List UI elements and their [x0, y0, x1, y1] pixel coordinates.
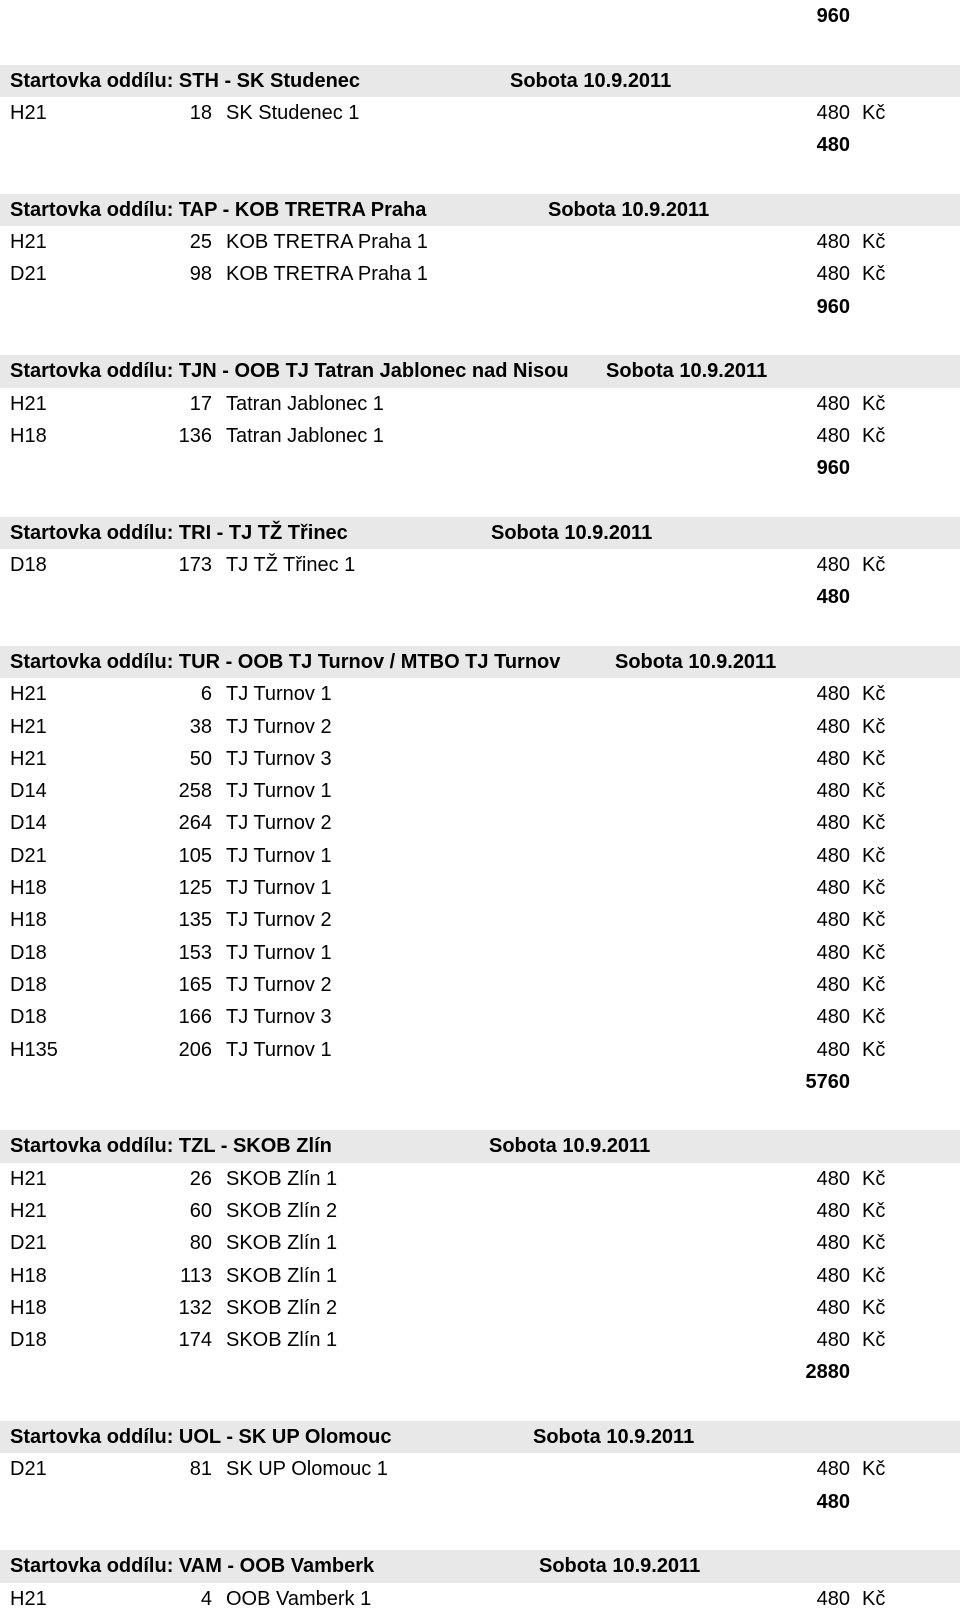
entry-category: D18: [10, 973, 47, 996]
entry-currency: Kč: [862, 554, 886, 577]
entry-team: TJ Turnov 1: [226, 941, 332, 964]
section-title: Startovka oddílu: UOL - SK UP Olomouc: [10, 1426, 392, 1449]
entry-number: 136: [178, 424, 212, 447]
entry-currency: Kč: [862, 877, 886, 900]
entry-category: H18: [10, 1296, 47, 1319]
entry-number: 166: [178, 1006, 212, 1029]
section-total-row: [0, 581, 960, 613]
entry-row: [0, 1453, 960, 1485]
entry-number: 125: [178, 877, 212, 900]
entry-currency: Kč: [862, 231, 886, 254]
entry-number: 165: [178, 973, 212, 996]
entry-number: 17: [189, 392, 212, 415]
entry-number: 174: [178, 1329, 212, 1352]
entry-team: TJ Turnov 1: [226, 683, 332, 706]
entry-number: 81: [189, 1458, 212, 1481]
entry-team: TJ Turnov 2: [226, 909, 332, 932]
section-header: [0, 1421, 960, 1453]
section-total: 480: [816, 134, 850, 157]
section-title: Startovka oddílu: TRI - TJ TŽ Třinec: [10, 521, 348, 544]
entry-category: D21: [10, 1458, 47, 1481]
section-total-row: [0, 1356, 960, 1388]
section-header: [0, 355, 960, 387]
entry-fee: 480: [816, 780, 850, 803]
entry-number: 135: [178, 909, 212, 932]
entry-category: D18: [10, 1006, 47, 1029]
section-total: 480: [816, 586, 850, 609]
entry-category: D21: [10, 1232, 47, 1255]
entry-team: TJ Turnov 1: [226, 1038, 332, 1061]
entry-row: [0, 937, 960, 969]
entry-number: 6: [200, 683, 212, 706]
entry-category: H21: [10, 231, 47, 254]
entry-row: [0, 420, 960, 452]
entry-currency: Kč: [862, 1296, 886, 1319]
entry-team: SKOB Zlín 1: [226, 1264, 338, 1287]
entry-category: H18: [10, 424, 47, 447]
entry-currency: Kč: [862, 973, 886, 996]
entry-category: H21: [10, 1587, 47, 1610]
entry-currency: Kč: [862, 1264, 886, 1287]
section-total-row: [0, 129, 960, 161]
entry-currency: Kč: [862, 1006, 886, 1029]
entry-category: H21: [10, 747, 47, 770]
entry-currency: Kč: [862, 392, 886, 415]
section-title: Startovka oddílu: TAP - KOB TRETRA Praha: [10, 198, 427, 221]
entry-team: TJ Turnov 2: [226, 973, 332, 996]
entry-fee: 480: [816, 1587, 850, 1610]
entry-currency: Kč: [862, 263, 886, 286]
entry-fee: 480: [816, 973, 850, 996]
entry-fee: 480: [816, 231, 850, 254]
section-date: Sobota 10.9.2011: [539, 1555, 701, 1578]
entry-team: TJ Turnov 2: [226, 715, 332, 738]
entry-row: [0, 1034, 960, 1066]
top-total-row: [0, 0, 960, 32]
entry-currency: Kč: [862, 424, 886, 447]
entry-fee: 480: [816, 877, 850, 900]
entry-number: 50: [189, 747, 212, 770]
entry-category: H21: [10, 392, 47, 415]
section-header: [0, 517, 960, 549]
entry-row: [0, 1583, 960, 1615]
entry-currency: Kč: [862, 909, 886, 932]
entry-row: [0, 1163, 960, 1195]
entry-category: H18: [10, 909, 47, 932]
entry-row: [0, 678, 960, 710]
entry-number: 153: [178, 941, 212, 964]
entry-team: TJ Turnov 1: [226, 844, 332, 867]
entry-row: [0, 743, 960, 775]
entry-currency: Kč: [862, 941, 886, 964]
entry-currency: Kč: [862, 780, 886, 803]
entry-row: [0, 1195, 960, 1227]
entry-row: [0, 840, 960, 872]
entry-number: 18: [189, 101, 212, 124]
entry-currency: Kč: [862, 101, 886, 124]
entry-team: TJ Turnov 1: [226, 877, 332, 900]
entry-row: [0, 1227, 960, 1259]
sections-list: [0, 65, 960, 1615]
entry-category: H21: [10, 1199, 47, 1222]
entry-team: TJ Turnov 1: [226, 780, 332, 803]
entry-currency: Kč: [862, 1329, 886, 1352]
entry-row: [0, 1001, 960, 1033]
entry-category: D18: [10, 1329, 47, 1352]
section-header: [0, 646, 960, 678]
section-date: Sobota 10.9.2011: [491, 521, 653, 544]
section-total: 960: [816, 457, 850, 480]
section-total: 480: [816, 1490, 850, 1513]
entry-category: D14: [10, 780, 47, 803]
section-total-row: [0, 1066, 960, 1098]
section-header: [0, 194, 960, 226]
entry-team: Tatran Jablonec 1: [226, 392, 384, 415]
entry-team: KOB TRETRA Praha 1: [226, 263, 428, 286]
entry-fee: 480: [816, 101, 850, 124]
spacer: [0, 323, 960, 355]
entry-fee: 480: [816, 844, 850, 867]
entry-fee: 480: [816, 715, 850, 738]
spacer: [0, 484, 960, 516]
entry-fee: 480: [816, 1038, 850, 1061]
entry-fee: 480: [816, 747, 850, 770]
section-title: Startovka oddílu: STH - SK Studenec: [10, 69, 361, 92]
entry-category: D21: [10, 844, 47, 867]
entry-row: [0, 258, 960, 290]
entry-category: H21: [10, 1167, 47, 1190]
entry-category: H21: [10, 715, 47, 738]
entry-row: [0, 711, 960, 743]
spacer: [0, 161, 960, 193]
entry-number: 264: [178, 812, 212, 835]
entry-row: [0, 226, 960, 258]
entry-currency: Kč: [862, 1458, 886, 1481]
spacer: [0, 32, 960, 64]
entry-fee: 480: [816, 909, 850, 932]
entry-fee: 480: [816, 941, 850, 964]
section-title: Startovka oddílu: TJN - OOB TJ Tatran Jablonec nad Nisou: [10, 360, 569, 383]
entry-fee: 480: [816, 1296, 850, 1319]
entry-row: [0, 807, 960, 839]
entry-fee: 480: [816, 1006, 850, 1029]
entry-category: D14: [10, 812, 47, 835]
entry-currency: Kč: [862, 1038, 886, 1061]
entry-team: Tatran Jablonec 1: [226, 424, 384, 447]
entry-team: TJ Turnov 3: [226, 747, 332, 770]
spacer: [0, 1389, 960, 1421]
entry-number: 26: [189, 1167, 212, 1190]
spacer: [0, 614, 960, 646]
entry-category: H18: [10, 877, 47, 900]
entry-fee: 480: [816, 1232, 850, 1255]
entry-team: SKOB Zlín 1: [226, 1329, 338, 1352]
entry-team: TJ Turnov 3: [226, 1006, 332, 1029]
section-title: Startovka oddílu: TUR - OOB TJ Turnov / MTBO TJ Turnov: [10, 650, 561, 673]
entry-row: [0, 775, 960, 807]
entry-currency: Kč: [862, 1232, 886, 1255]
entry-row: [0, 1260, 960, 1292]
entry-number: 80: [189, 1232, 212, 1255]
entry-category: H135: [10, 1038, 58, 1061]
entry-number: 4: [200, 1587, 212, 1610]
entry-currency: Kč: [862, 683, 886, 706]
entry-currency: Kč: [862, 1587, 886, 1610]
entry-team: SK UP Olomouc 1: [226, 1458, 388, 1481]
entry-currency: Kč: [862, 812, 886, 835]
entry-fee: 480: [816, 812, 850, 835]
entry-number: 113: [180, 1264, 212, 1287]
section-date: Sobota 10.9.2011: [489, 1135, 651, 1158]
entry-team: SKOB Zlín 1: [226, 1232, 338, 1255]
entry-fee: 480: [816, 1458, 850, 1481]
section-total: 960: [816, 295, 850, 318]
entry-fee: 480: [816, 392, 850, 415]
entry-fee: 480: [816, 1167, 850, 1190]
spacer: [0, 1518, 960, 1550]
entry-fee: 480: [816, 554, 850, 577]
section-title: Startovka oddílu: TZL - SKOB Zlín: [10, 1135, 332, 1158]
section-total: 960: [816, 5, 850, 27]
entry-team: TJ Turnov 2: [226, 812, 332, 835]
entry-row: [0, 904, 960, 936]
section-total: 2880: [805, 1361, 850, 1384]
entry-currency: Kč: [862, 1167, 886, 1190]
entry-number: 38: [189, 715, 212, 738]
entry-row: [0, 969, 960, 1001]
section-date: Sobota 10.9.2011: [548, 198, 710, 221]
entry-fee: 480: [816, 1199, 850, 1222]
entry-number: 25: [189, 231, 212, 254]
section-total-row: [0, 452, 960, 484]
entry-fee: 480: [816, 1264, 850, 1287]
entry-category: H21: [10, 683, 47, 706]
section-total-row: [0, 291, 960, 323]
entry-number: 173: [178, 554, 212, 577]
section-header: [0, 65, 960, 97]
section-header: [0, 1550, 960, 1582]
entry-row: [0, 388, 960, 420]
entry-number: 60: [189, 1199, 212, 1222]
section-total-row: [0, 1486, 960, 1518]
entry-fee: 480: [816, 263, 850, 286]
entry-category: H18: [10, 1264, 47, 1287]
section-date: Sobota 10.9.2011: [615, 650, 777, 673]
entry-team: SK Studenec 1: [226, 101, 360, 124]
entry-currency: Kč: [862, 1199, 886, 1222]
entry-team: OOB Vamberk 1: [226, 1587, 372, 1610]
entry-team: TJ TŽ Třinec 1: [226, 554, 356, 577]
entry-number: 98: [189, 263, 212, 286]
entry-currency: Kč: [862, 844, 886, 867]
entry-category: H21: [10, 101, 47, 124]
section-total: 5760: [805, 1070, 850, 1093]
section-date: Sobota 10.9.2011: [606, 360, 768, 383]
section-title: Startovka oddílu: VAM - OOB Vamberk: [10, 1555, 375, 1578]
entry-row: [0, 1324, 960, 1356]
entry-number: 105: [178, 844, 212, 867]
entry-row: [0, 549, 960, 581]
entry-category: D18: [10, 554, 47, 577]
entry-category: D21: [10, 263, 47, 286]
entry-row: [0, 1292, 960, 1324]
entry-team: SKOB Zlín 1: [226, 1167, 338, 1190]
section-date: Sobota 10.9.2011: [533, 1426, 695, 1449]
entry-number: 132: [178, 1296, 212, 1319]
entry-number: 206: [178, 1038, 212, 1061]
entry-team: KOB TRETRA Praha 1: [226, 231, 428, 254]
section-date: Sobota 10.9.2011: [510, 69, 672, 92]
entry-fee: 480: [816, 424, 850, 447]
section-header: [0, 1130, 960, 1162]
entry-row: [0, 872, 960, 904]
entry-fee: 480: [816, 683, 850, 706]
entry-currency: Kč: [862, 715, 886, 738]
entry-currency: Kč: [862, 747, 886, 770]
entry-number: 258: [178, 780, 212, 803]
entry-category: D18: [10, 941, 47, 964]
entry-team: SKOB Zlín 2: [226, 1296, 338, 1319]
entry-row: [0, 97, 960, 129]
entry-fee: 480: [816, 1329, 850, 1352]
entry-team: SKOB Zlín 2: [226, 1199, 338, 1222]
spacer: [0, 1098, 960, 1130]
